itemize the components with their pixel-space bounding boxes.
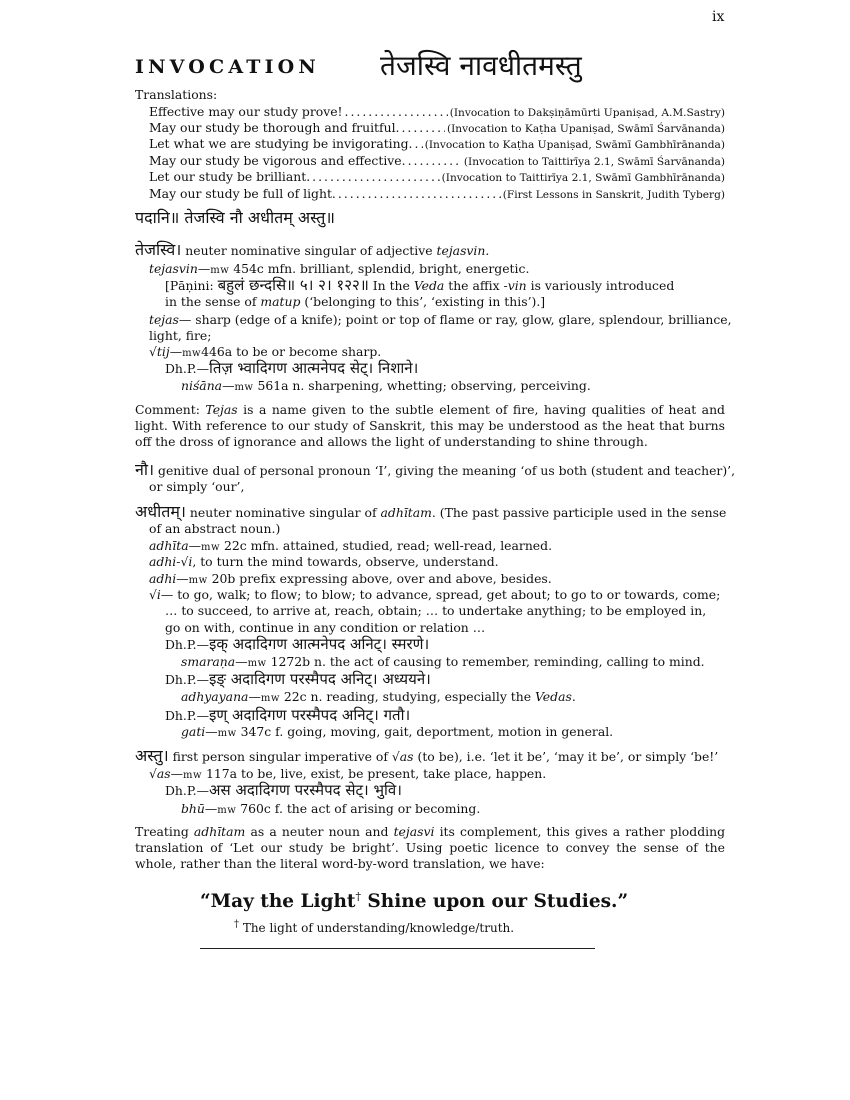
- padani-line: पदानि॥ तेजस्वि नौ अधीतम् अस्तु॥: [135, 208, 336, 227]
- tejasvi-entry: तेजस्वि। neuter nominative singular of adjective tejasvin.: [135, 240, 490, 259]
- bhu-line: bhū—mw 760c f. the act of arising or becoming.: [181, 801, 481, 816]
- translation-item: Let what we are studying be invigorating. ..... (Invocation to Kaṭha Upaniṣad, Swāmī Gambhīrānanda): [149, 136, 725, 152]
- adhitam-line-2: of an abstract noun.): [149, 521, 281, 536]
- dhp-line: Dh.P.—अस अदादिगण परस्मैपद सेट्। भुवि।: [165, 781, 402, 799]
- adhyayana-line: adhyayana—mw 22c n. reading, studying, especially the Vedas.: [181, 689, 576, 704]
- tij-line: √tij—mw446a to be or become sharp.: [149, 344, 382, 359]
- dhp-line: Dh.P.—इण् अदादिगण परस्मैपद अनिट्। गतौ।: [165, 706, 411, 724]
- tejas-line: tejas— sharp (edge of a knife); point or top of flame or ray, glow, glare, splendour, brilliance,: [149, 312, 732, 327]
- nisana-line: niśāna—mw 561a n. sharpening, whetting; observing, perceiving.: [181, 378, 591, 393]
- dhp-line: Dh.P.—इङ् अदादिगण परस्मैपद अनिट्। अध्ययने।: [165, 670, 431, 688]
- panini-line-2: in the sense of matup (‘belonging to this’, ‘existing in this’).]: [165, 294, 546, 309]
- smarana-line: smaraṇa—mw 1272b n. the act of causing to remember, reminding, calling to mind.: [181, 654, 705, 669]
- adhitam-entry: अधीतम्। neuter nominative singular of adhītam. (The past passive participle used in the sense: [135, 502, 727, 521]
- translation-item: Effective may our study prove! ..... (Invocation to Dakṣiṇāmūrti Upaniṣad, A.M.Sastry): [149, 104, 725, 120]
- comment-paragraph: Comment: Tejas is a name given to the subtle element of fire, having qualities of heat and light. With reference to our study of Sanskrit, this may be understood as the heat that burns off the dross of ignorance and allows the light of understanding to shine through.: [135, 402, 725, 450]
- translation-item: May our study be full of light. ..... (First Lessons in Sanskrit, Judith Tyberg): [149, 186, 725, 202]
- translation-item: May our study be thorough and fruitful. ..... (Invocation to Kaṭha Upaniṣad, Swāmī Śarvānanda): [149, 120, 725, 136]
- nau-entry: नौ। genitive dual of personal pronoun ‘I’, giving the meaning ‘of us both (student and teacher)’,: [135, 460, 736, 479]
- sanskrit-title: तेजस्वि नावधीतमस्तु: [380, 49, 582, 82]
- page-number: ix: [712, 9, 725, 25]
- tejasvin-line: tejasvin—mw 454c mfn. brilliant, splendid, bright, energetic.: [149, 261, 530, 276]
- nau-line-2: or simply ‘our’,: [149, 479, 245, 494]
- dhp-line: Dh.P.—तिज़ भ्वादिगण आत्मनेपद सेट्। निशाने।: [165, 359, 419, 377]
- panini-line: [Pāṇini: बहुलं छन्दसि॥ ५। २। १२२॥ In the Veda the affix -vin is variously introduced: [165, 276, 675, 294]
- dhp-line: Dh.P.—इक् अदादिगण आत्मनेपद अनिट्। स्मरणे।: [165, 635, 430, 653]
- page-title: INVOCATION: [135, 56, 320, 78]
- tejas-line-2: light, fire;: [149, 328, 212, 343]
- translations-label: Translations:: [135, 87, 218, 102]
- as-line: √as—mw 117a to be, live, exist, be present, take place, happen.: [149, 766, 547, 781]
- i-root-line-2: … to succeed, to arrive at, reach, obtain; … to undertake anything; to be employed in,: [165, 603, 707, 618]
- i-root-line-3: go on with, continue in any condition or relation …: [165, 620, 486, 635]
- footnote: † The light of understanding/knowledge/truth.: [234, 919, 515, 935]
- adhi-i-line: adhi-√i, to turn the mind towards, observe, understand.: [149, 554, 499, 569]
- adhita-line: adhīta—mw 22c mfn. attained, studied, read; well-read, learned.: [149, 538, 553, 553]
- adhi-line: adhi—mw 20b prefix expressing above, over and above, besides.: [149, 571, 552, 586]
- gati-line: gati—mw 347c f. going, moving, gait, deportment, motion in general.: [181, 724, 614, 739]
- astu-entry: अस्तु। first person singular imperative of √as (to be), i.e. ‘let it be’, ‘may it be’, or simply ‘be!’: [135, 746, 719, 765]
- translation-item: May our study be vigorous and effective. ..... (Invocation to Taittirīya 2.1, Swāmī Śarvānanda): [149, 153, 725, 169]
- treating-paragraph: Treating adhītam as a neuter noun and tejasvi its complement, this gives a rather plodding translation of ‘Let our study be bright’. Using poetic licence to convey the sense of the whole, rather than the literal word-by-word translation, we have:: [135, 824, 725, 872]
- i-root-line: √i— to go, walk; to flow; to blow; to advance, spread, get about; to go to or towards, come;: [149, 587, 721, 602]
- translation-item: Let our study be brilliant. ..... (Invocation to Taittirīya 2.1, Swāmī Gambhīrānanda): [149, 169, 725, 185]
- divider: [200, 948, 595, 949]
- final-translation-quote: “May the Light† Shine upon our Studies.”: [200, 890, 629, 913]
